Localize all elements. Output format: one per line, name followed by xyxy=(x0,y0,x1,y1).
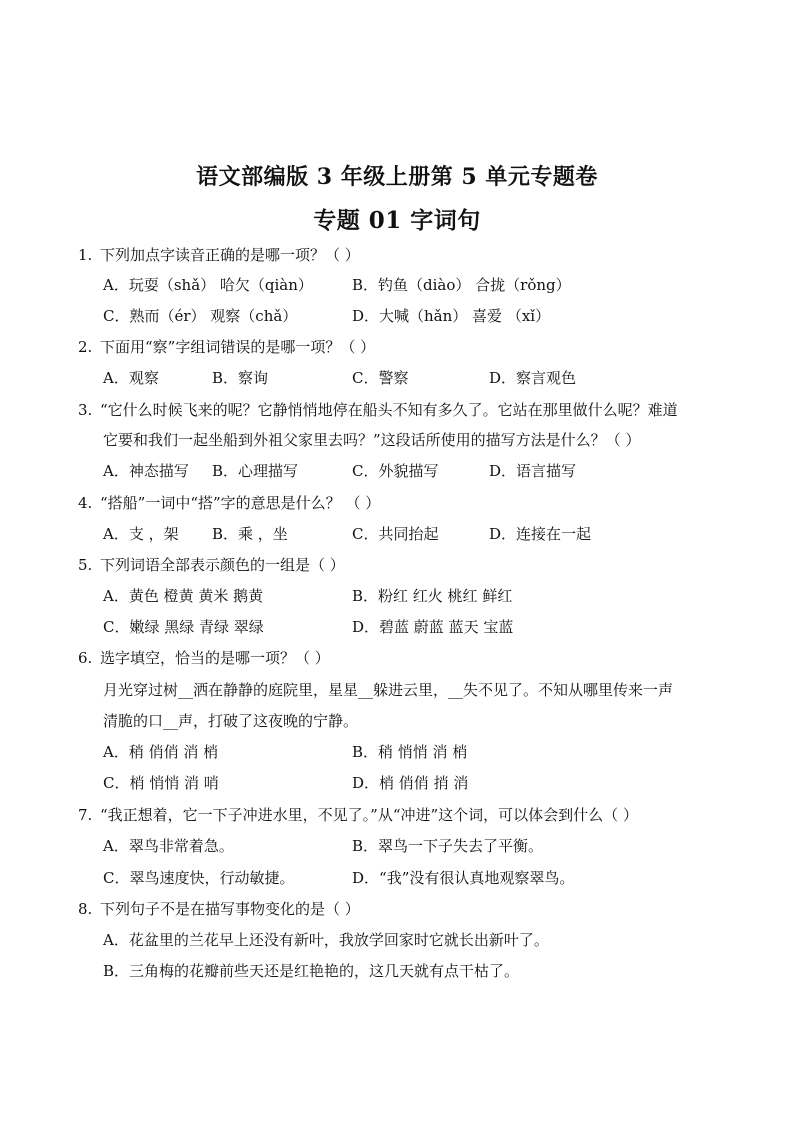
question-number: 1. xyxy=(78,246,93,264)
question-5-option-d: D．碧蓝 蔚蓝 蓝天 宝蓝 xyxy=(352,618,514,636)
question-text: 下列句子不是在描写事物变化的是（ ） xyxy=(100,900,360,918)
question-5-option-a: A．黄色 橙黄 黄米 鹅黄 xyxy=(103,587,264,605)
question-4-option-a: A．支 ，架 xyxy=(103,525,179,543)
question-6-option-a: A．稍 俏俏 消 梢 xyxy=(103,743,219,761)
question-text: 下列加点字读音正确的是哪一项？（ ） xyxy=(100,246,360,264)
question-2-option-c: C．警察 xyxy=(352,369,409,387)
question-8-option-a: A．花盆里的兰花早上还没有新叶，我放学回家时它就长出新叶了。 xyxy=(103,931,549,949)
question-number: 5. xyxy=(78,556,93,574)
question-5-option-c: C．嫩绿 黑绿 青绿 翠绿 xyxy=(103,618,264,636)
question-number: 7. xyxy=(78,806,93,824)
question-2-stem xyxy=(78,332,728,363)
question-number: 8. xyxy=(78,900,93,918)
question-text: 选字填空，恰当的是哪一项？（ ） xyxy=(100,649,330,667)
question-3-stem-continued: 它要和我们一起坐船到外祖父家里去吗？”这段话所使用的描写方法是什么？（ ） xyxy=(103,431,641,449)
question-3-option-a: A．神态描写 xyxy=(103,462,189,480)
question-number: 6. xyxy=(78,649,93,667)
question-4-stem xyxy=(78,488,728,519)
question-text: “搭船”一词中“搭”字的意思是什么？ （ ） xyxy=(100,494,381,512)
exam-title: 语文部编版 3 年级上册第 5 单元专题卷 xyxy=(196,164,598,190)
question-4-option-d: D．连接在一起 xyxy=(489,525,592,543)
question-text: 下列词语全部表示颜色的一组是（ ） xyxy=(100,556,345,574)
question-3-option-b: B．心理描写 xyxy=(212,462,299,480)
question-number: 2. xyxy=(78,338,93,356)
question-7-option-c: C．翠鸟速度快，行动敏捷。 xyxy=(103,869,295,887)
question-8-option-b: B．三角梅的花瓣前些天还是红艳艳的，这几天就有点干枯了。 xyxy=(103,962,520,980)
question-1-option-c: C．熟而（ér） 观察（chǎ） xyxy=(103,307,298,325)
question-3-stem xyxy=(78,395,728,426)
question-7-option-d: D．“我”没有很认真地观察翠鸟。 xyxy=(352,869,575,887)
question-7-option-a: A．翠鸟非常着急。 xyxy=(103,837,234,855)
question-5-stem xyxy=(78,550,728,581)
question-text: 下面用“察”字组词错误的是哪一项？（ ） xyxy=(100,338,376,356)
question-4-option-c: C．共同抬起 xyxy=(352,525,439,543)
question-1-option-a: A．玩耍（shǎ） 哈欠（qiàn） xyxy=(103,276,313,294)
question-2-option-d: D．察言观色 xyxy=(489,369,577,387)
question-3-option-d: D．语言描写 xyxy=(489,462,577,480)
question-6-stem xyxy=(78,643,728,674)
question-6-option-d: D．梢 俏俏 捎 消 xyxy=(352,774,469,792)
exam-subtitle: 专题 01 字词句 xyxy=(313,207,481,234)
question-3-option-c: C．外貌描写 xyxy=(352,462,439,480)
question-1-option-d: D．大喊（hǎn） 喜爱 （xǐ） xyxy=(352,307,551,325)
question-7-stem xyxy=(78,800,728,831)
question-6-passage-line-2: 清脆的口__声，打破了这夜晚的宁静。 xyxy=(103,712,359,730)
question-8-stem xyxy=(78,894,728,925)
question-2-option-b: B．察询 xyxy=(212,369,269,387)
question-1-stem xyxy=(78,240,728,271)
question-number: 4. xyxy=(78,494,93,512)
question-6-passage-line-1: 月光穿过树__洒在静静的庭院里，星星__躲进云里，__失不见了。不知从哪里传来一声 xyxy=(103,681,674,699)
question-number: 3. xyxy=(78,401,93,419)
question-2-option-a: A．观察 xyxy=(103,369,159,387)
question-5-option-b: B．粉红 红火 桃红 鲜红 xyxy=(352,587,513,605)
question-6-option-b: B．稍 悄悄 消 梢 xyxy=(352,743,468,761)
question-text: “我正想着，它一下子冲进水里，不见了。”从“冲进”这个词，可以体会到什么（ ） xyxy=(100,806,638,824)
question-text: “它什么时候飞来的呢？它静悄悄地停在船头不知有多久了。它站在那里做什么呢？难道 xyxy=(100,401,678,419)
question-7-option-b: B．翠鸟一下子失去了平衡。 xyxy=(352,837,544,855)
question-1-option-b: B．钓鱼（diào） 合拢（rǒng） xyxy=(352,276,571,294)
question-6-option-c: C．梢 悄悄 消 哨 xyxy=(103,774,219,792)
question-4-option-b: B．乘 ，坐 xyxy=(212,525,288,543)
